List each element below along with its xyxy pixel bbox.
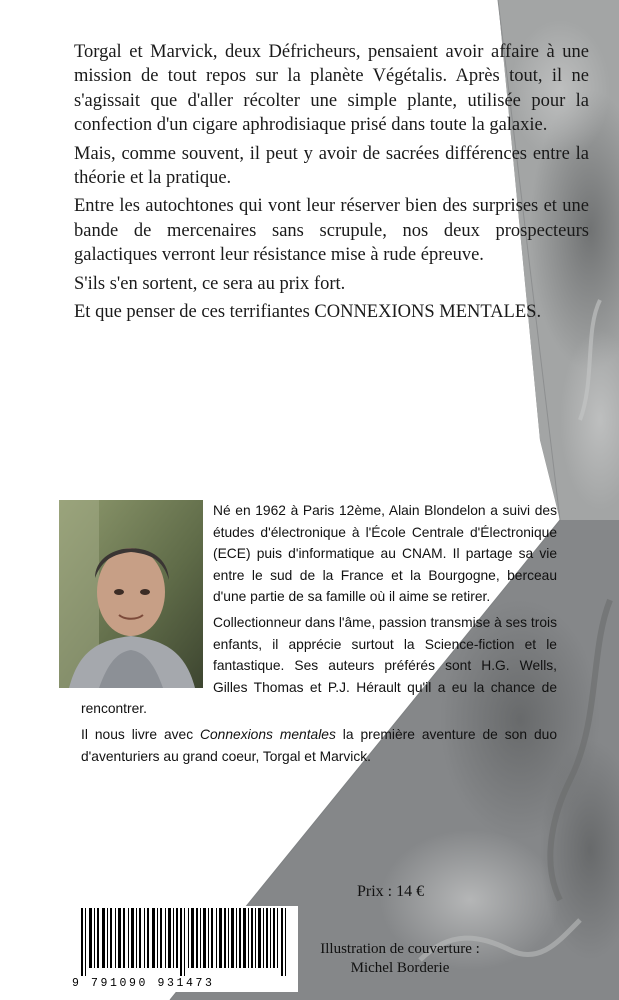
synopsis-paragraph: Mais, comme souvent, il peut y avoir de sacrées différences entre la théorie et la pratique. — [74, 143, 589, 189]
bio-paragraph: Collectionneur dans l'âme, passion transmise à ses trois enfants, il apprécie surtout la Science-fiction et le fantastique. Ses auteurs préférés sont H.G. Wells, Gilles Thomas et P.J. Hérault qu'il a eu la chance de rencontrer. — [81, 614, 557, 717]
synopsis-paragraph: Entre les autochtones qui vont leur réserver bien des surprises et une bande de mercenaires sans scrupule, nos deux prospecteurs galactiques verront leur résistance mise à rude épreuve. — [74, 196, 589, 266]
author-bio — [81, 500, 557, 771]
barcode-number: 9 791090 931473 — [72, 977, 215, 990]
synopsis-paragraph: Torgal et Marvick, deux Défricheurs, pensaient avoir affaire à une mission de tout repos sur la planète Végétalis. Après tout, il ne s'agissait que d'aller récolter une simple plante, utilisée pour la confection d'un cigare aphrodisiaque prisé dans toute la galaxie. — [74, 42, 589, 136]
illustration-credit — [300, 940, 500, 978]
barcode — [69, 906, 298, 992]
bio-text: Il nous livre avec — [81, 726, 201, 742]
synopsis-paragraph: Et que penser de ces terrifiantes CONNEXIONS MENTALES. — [74, 302, 542, 323]
price: Prix : 14 € — [357, 883, 425, 900]
photo-wrap-space — [81, 500, 213, 696]
barcode-bars — [69, 906, 298, 978]
book-title: Connexions mentales — [200, 726, 336, 742]
synopsis — [74, 40, 589, 328]
credit-name: Michel Borderie — [350, 960, 450, 976]
bio-text: la première aventure de son duo d'aventuriers au grand coeur, Torgal et Marvick. — [81, 726, 557, 764]
credit-label: Illustration de couverture : — [320, 941, 480, 957]
bio-paragraph: Né en 1962 à Paris 12ème, Alain Blondelon a suivi des études d'électronique à l'École Centrale d'Électronique (ECE) puis d'informatique au CNAM. Il partage sa vie entre le sud de la France et la Bourgogne, berceau d'une partie de sa famille où il aime se retirer. — [213, 503, 557, 605]
bio-paragraph — [81, 724, 557, 767]
synopsis-paragraph: S'ils s'en sortent, ce sera au prix fort. — [74, 273, 346, 294]
